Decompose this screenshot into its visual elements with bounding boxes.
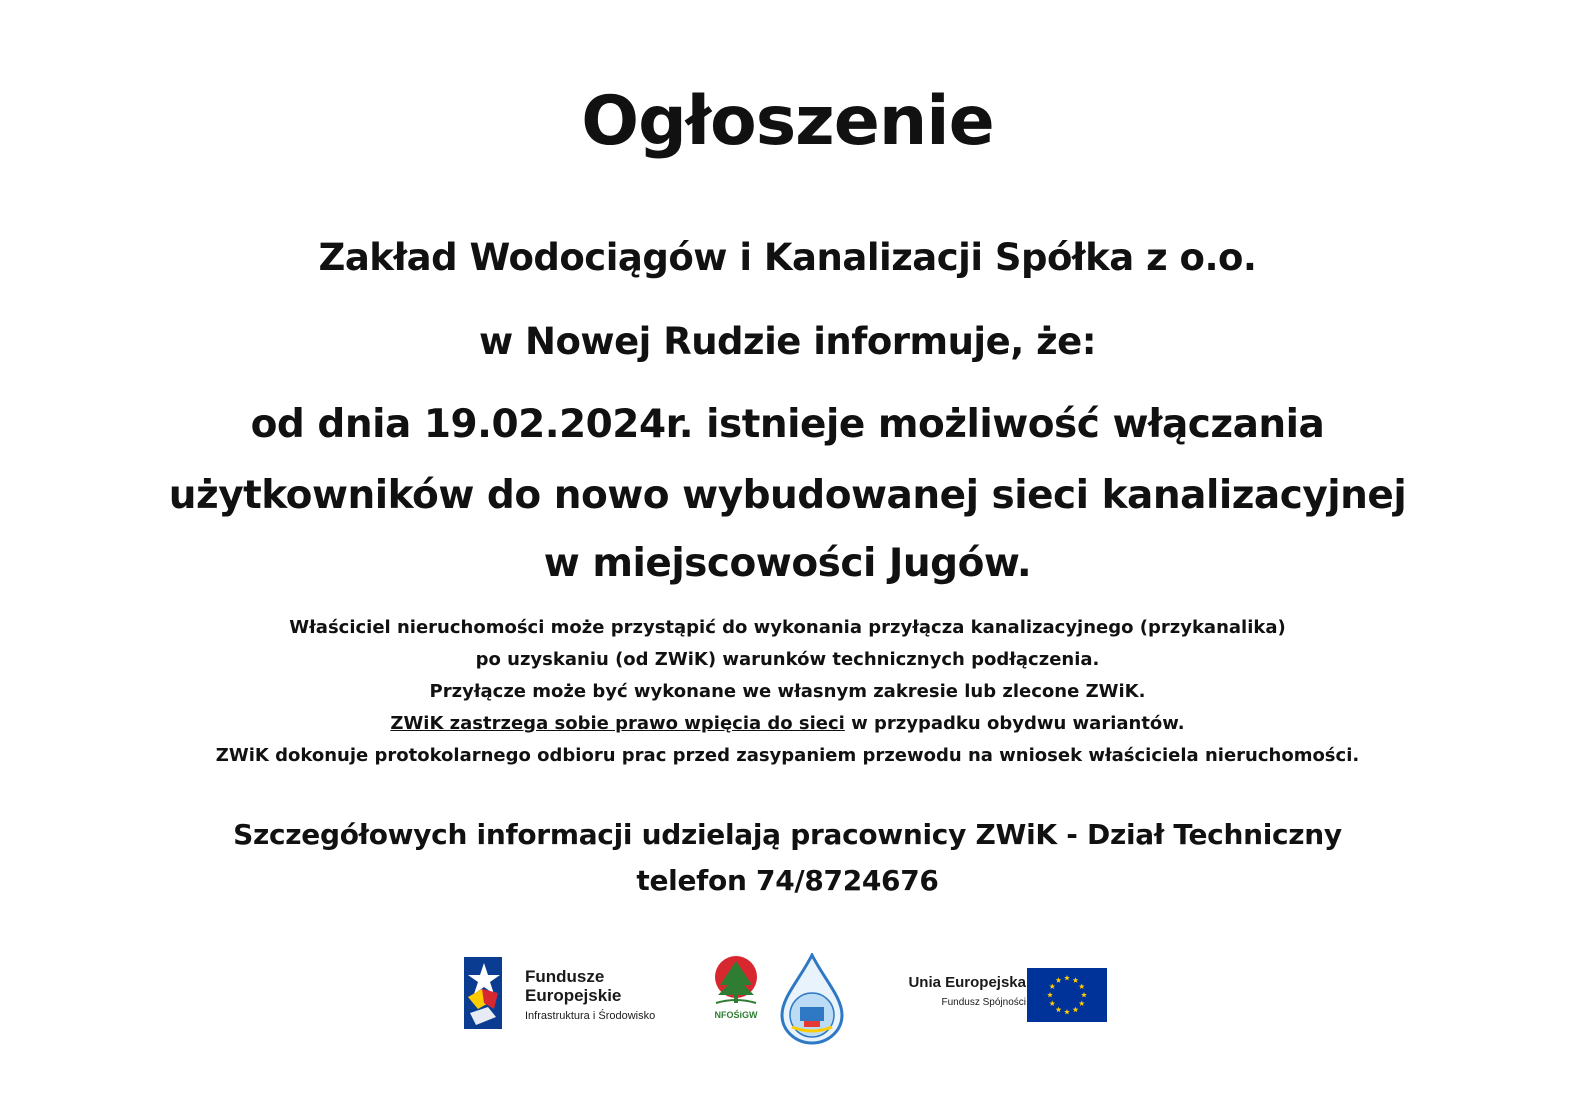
detail-line-4	[0, 713, 1575, 734]
fundusze-europejskie-emblem-icon	[464, 957, 512, 1029]
fe-line-1: Fundusze	[525, 967, 605, 986]
announcement-line-4: użytkowników do nowo wybudowanej sieci kanalizacyjnej	[168, 473, 1407, 518]
eu-flag-icon	[1027, 968, 1107, 1022]
detail-line-4-underlined: ZWiK zastrzega sobie prawo wpięcia do sieci	[390, 713, 845, 734]
water-drop-icon	[778, 953, 846, 1045]
detail-line-5: ZWiK dokonuje protokolarnego odbioru prac przed zasypaniem przewodu na wniosek właściciela nieruchomości.	[215, 745, 1360, 766]
zwik-drop-logo	[778, 953, 846, 1049]
fe-line-2: Europejskie	[525, 986, 622, 1005]
fundusze-europejskie-logo	[464, 957, 512, 1033]
contact-line-1: Szczegółowych informacji udzielają pracownicy ZWiK - Dział Techniczny	[233, 818, 1342, 851]
fe-line-3: Infrastruktura i Środowisko	[525, 1010, 656, 1022]
fundusze-europejskie-text	[525, 967, 655, 1027]
announcement-line-1: Zakład Wodociągów i Kanalizacji Spółka z o.o.	[318, 236, 1257, 279]
detail-line-1: Właściciel nieruchomości może przystąpić do wykonania przyłącza kanalizacyjnego (przykanalika)	[289, 617, 1286, 638]
detail-line-2: po uzyskaniu (od ZWiK) warunków technicznych podłączenia.	[475, 649, 1100, 670]
detail-line-4-rest: w przypadku obydwu wariantów.	[844, 713, 1185, 734]
nfosigw-logo	[710, 955, 762, 1025]
nfosigw-label: NFOŚiGW	[714, 1010, 758, 1020]
announcement-line-2: w Nowej Rudzie informuje, że:	[478, 320, 1097, 363]
unia-europejska-text	[878, 974, 1026, 1008]
ue-line-1: Unia Europejska	[908, 974, 1026, 991]
announcement-line-5: w miejscowości Jugów.	[543, 541, 1032, 586]
announcement-line-3: od dnia 19.02.2024r. istnieje możliwość włączania	[250, 402, 1325, 447]
detail-line-3: Przyłącze może być wykonane we własnym zakresie lub zlecone ZWiK.	[429, 681, 1146, 702]
nfosigw-tree-icon	[710, 955, 762, 1021]
contact-phone: telefon 74/8724676	[636, 864, 939, 897]
page-title: Ogłoszenie	[581, 82, 994, 161]
eu-flag	[1027, 968, 1107, 1026]
ue-line-2: Fundusz Spójności	[941, 997, 1026, 1008]
